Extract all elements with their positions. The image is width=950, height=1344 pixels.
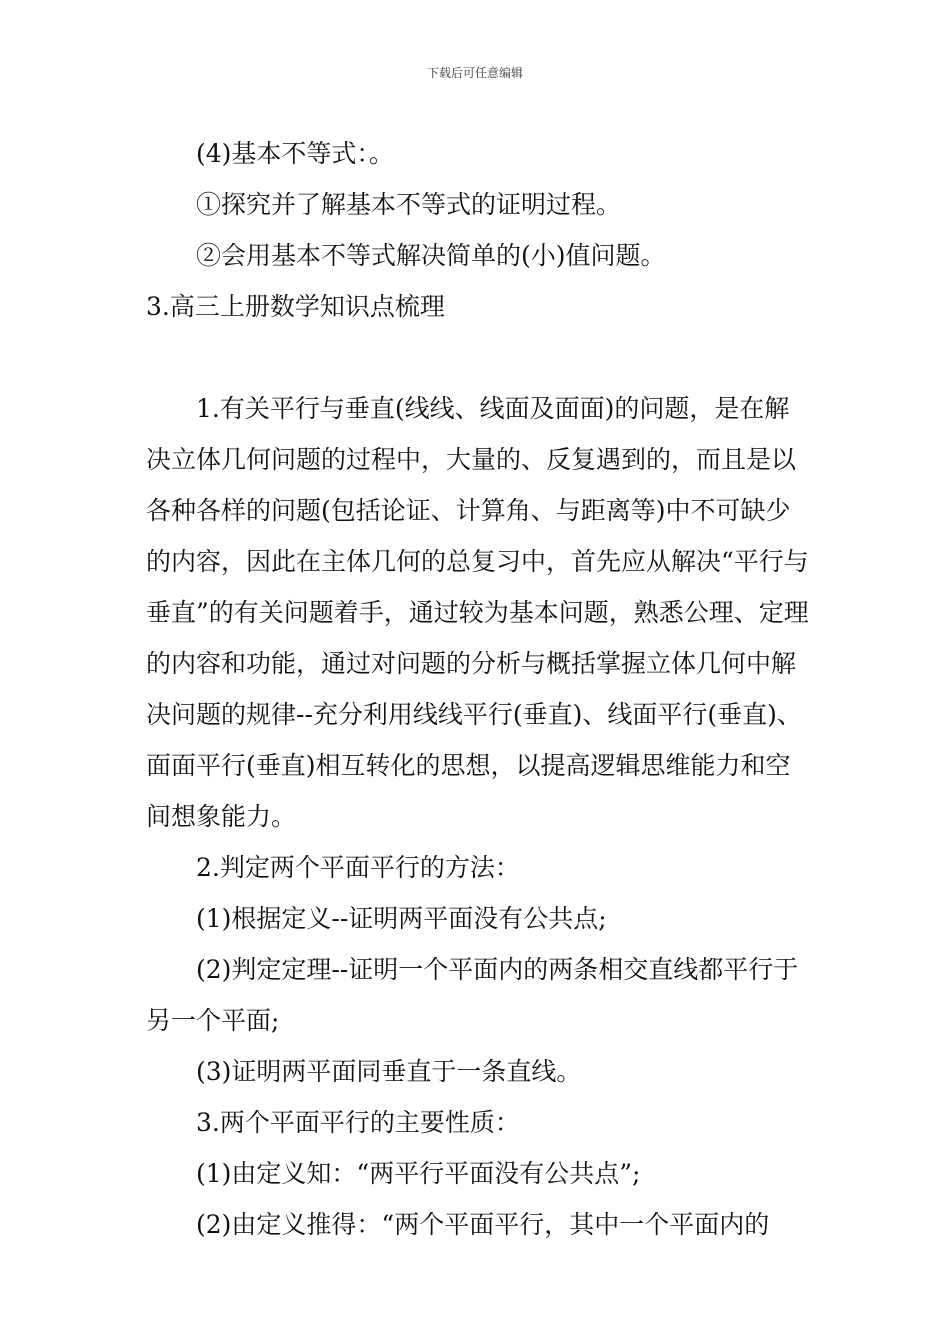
paragraph-method-1: (1)根据定义--证明两平面没有公共点; [196,904,607,933]
paragraph-item-1: ①探究并了解基本不等式的证明过程。 [196,190,622,219]
section-heading: 3.高三上册数学知识点梳理 [146,292,445,321]
paragraph-plane-parallel-properties: 3.两个平面平行的主要性质： [196,1108,520,1137]
paragraph-basic-inequality: (4)基本不等式：。 [196,139,394,168]
paragraph-item-2: ②会用基本不等式解决简单的(小)值问题。 [196,241,666,270]
paragraph-method-3: (3)证明两平面同垂直于一条直线。 [196,1057,582,1086]
paragraph-plane-parallel-methods: 2.判定两个平面平行的方法： [196,853,520,882]
paragraph-parallel-perpendicular: 1.有关平行与垂直(线线、线面及面面)的问题，是在解决立体几何问题的过程中，大量的、反复遇到的，而且是以各种各样的问题(包括论证、计算角、与距离等)中不可缺少的内容，因此在主体几何的总复习中，首先应从解决“平行与垂直”的有关问题着手，通过较为基本问题，熟悉公理、定理的内容和功能，通过对问题的分析与概括掌握立体几何中解决问题的规律--充分利用线线平行(垂直)、线面平行(垂直)、面面平行(垂直)相互转化的思想，以提高逻辑思维能力和空间想象能力。 [146,394,809,831]
paragraph-method-2: (2)判定定理--证明一个平面内的两条相交直线都平行于另一个平面; [146,955,799,1035]
paragraph-property-2: (2)由定义推得：“两个平面平行，其中一个平面内的 [196,1210,770,1239]
document-body [146,128,810,1250]
paragraph-property-1: (1)由定义知：“两平行平面没有公共点”; [196,1159,641,1188]
blank-gap [146,332,810,383]
page-header-note: 下载后可任意编辑 [426,66,523,80]
